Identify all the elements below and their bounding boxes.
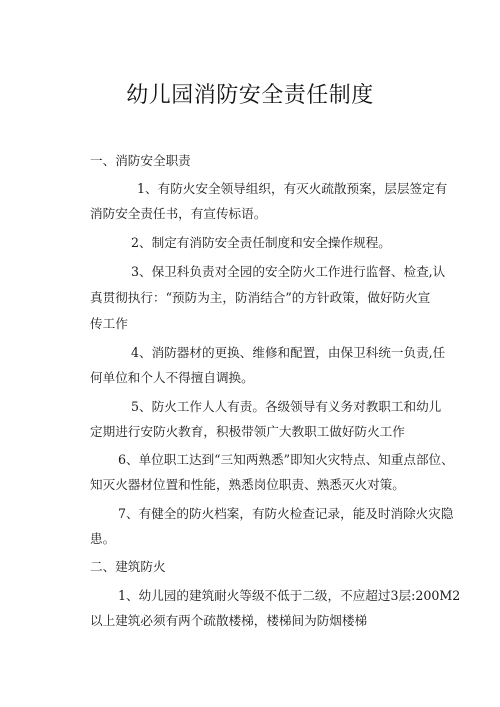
- paragraph-line: 7、有健全的防火档案，有防火检查记录，能及时消除火灾隐: [118, 506, 454, 521]
- section-heading-fire-safety-duties: 一、消防安全职责: [90, 153, 191, 168]
- paragraph-line: 真贯彻执行：“预防为主，防消结合”的方针政策，做好防火宣: [90, 290, 431, 305]
- section-heading-building-fire-prevention: 二、建筑防火: [90, 559, 166, 574]
- paragraph-line: 4、消防器材的更换、维修和配置，由保卫科统一负责,任: [131, 345, 446, 360]
- paragraph-line: 患。: [90, 531, 116, 546]
- paragraph-line: 以上建筑必须有两个疏散楼梯，楼梯间为防烟楼梯: [90, 613, 368, 628]
- paragraph-line: 知灭火器材位置和性能，熟悉岗位职责、熟悉灭火对策。: [90, 477, 405, 492]
- paragraph-line: 消防安全责任书，有宣传标语。: [90, 206, 267, 221]
- paragraph-line: 5、防火工作人人有责。各级领导有义务对教职工和幼儿: [131, 399, 442, 414]
- paragraph-line: 6、单位职工达到“三知两熟悉”即知火灾特点、知重点部位、: [118, 452, 454, 467]
- paragraph-line: 1、幼儿园的建筑耐火等级不低于二级，不应超过3层:200M2: [118, 588, 461, 603]
- paragraph-line: 2、制定有消防安全责任制度和安全操作规程。: [131, 235, 391, 250]
- paragraph-line: 何单位和个人不得擅自调换。: [90, 370, 254, 385]
- document-title: 幼儿园消防安全责任制度: [126, 83, 374, 108]
- paragraph-line: 1、有防火安全领导组织，有灭火疏散预案，层层签定有: [137, 181, 448, 196]
- paragraph-line: 传工作: [90, 316, 128, 331]
- paragraph-line: 3、保卫科负责对全园的安全防火工作进行监督、检查,认: [131, 264, 446, 279]
- paragraph-line: 定期进行安防火教育，积极带领广大教职工做好防火工作: [90, 424, 405, 439]
